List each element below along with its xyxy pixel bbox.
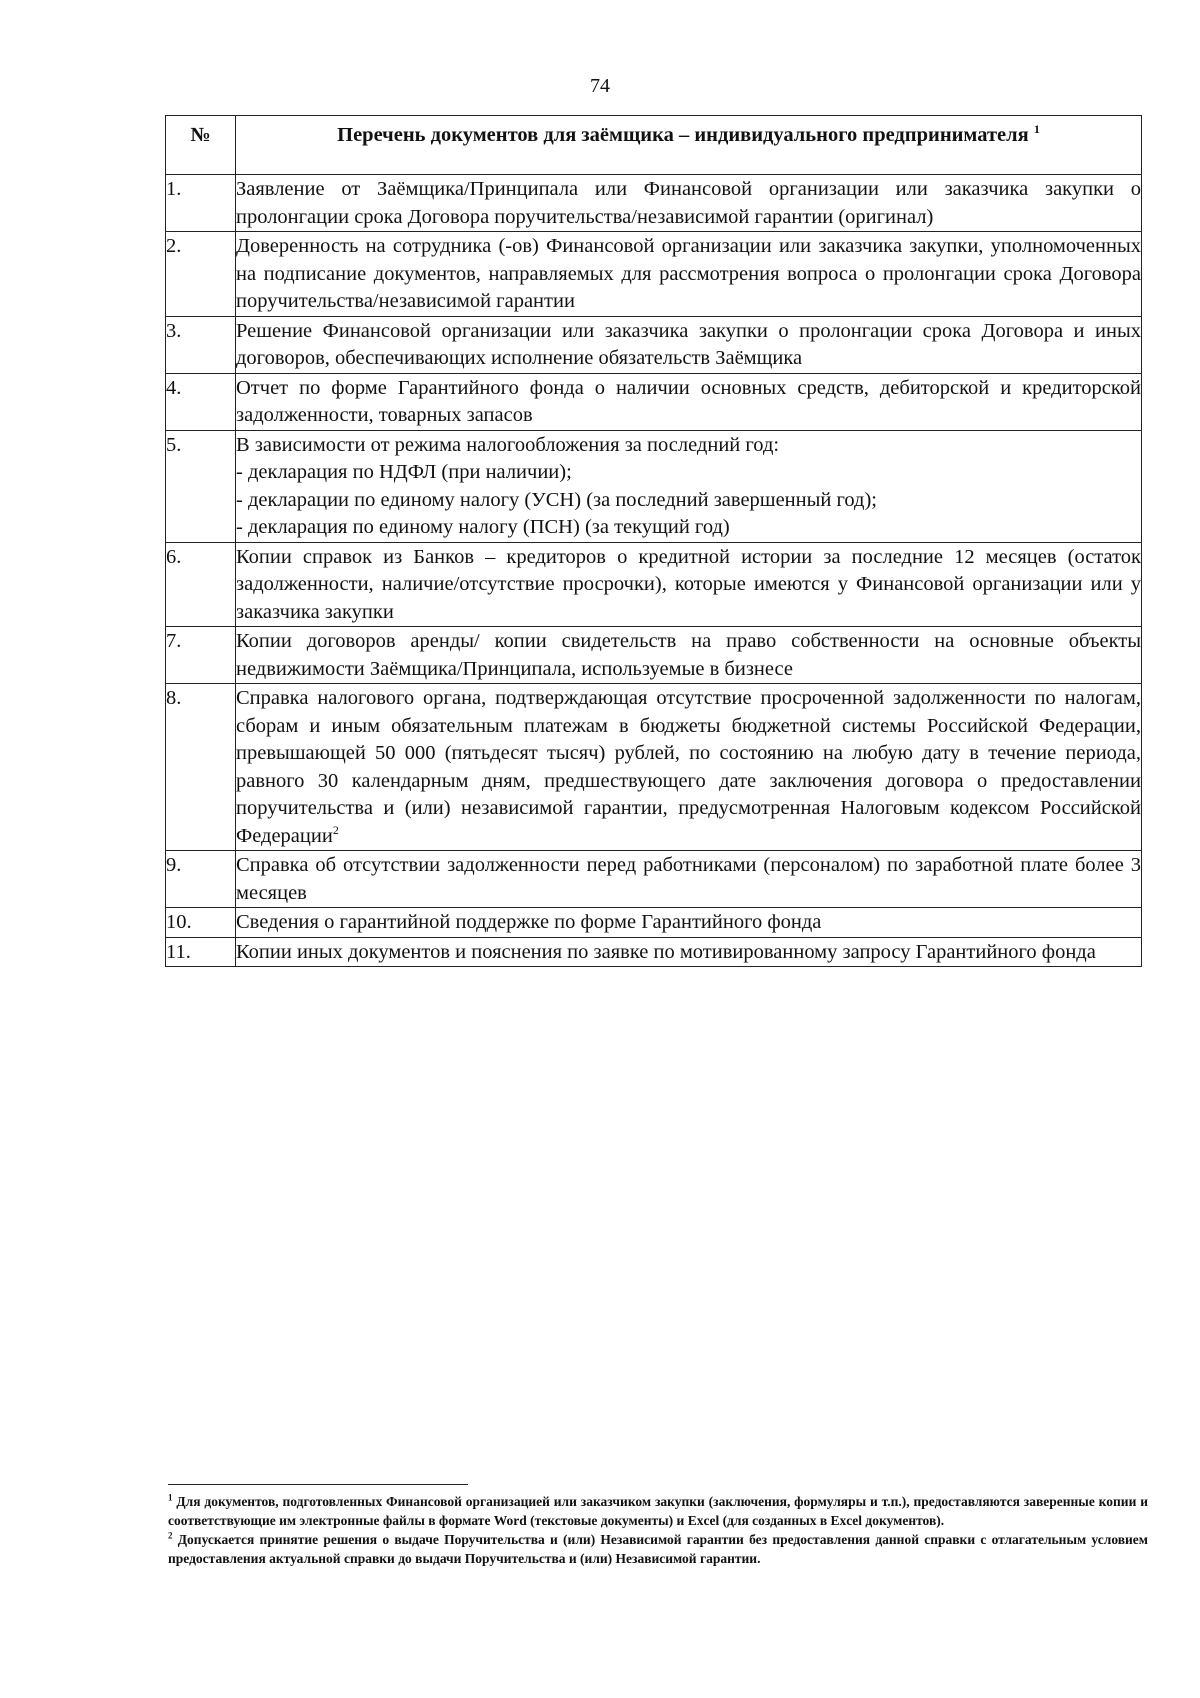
row-number: 8.	[166, 684, 236, 851]
row-number: 2.	[166, 232, 236, 317]
table-row	[166, 684, 1142, 851]
table-row	[166, 373, 1142, 430]
row-line: - декларация по единому налогу (ПСН) (за текущий год)	[236, 516, 730, 538]
table-row	[166, 316, 1142, 373]
table-title: Перечень документов для заёмщика – индивидуального предпринимателя	[337, 124, 1029, 146]
row-text: Справка налогового органа, подтверждающая отсутствие просроченной задолженности по налогам, сборам и иным обязательным платежам в бюджеты бюджетной системы Российской Федерации, превышающей 50 000 (пятьдесят тысяч) рублей, по состоянию на любую дату в течение периода, равного 30 календарным дням, предшествующего дате заключения договора о предоставлении поручительства и (или) независимой гарантии, предусмотренная Налоговым кодексом Российской Федерации	[236, 687, 1141, 847]
row-text: Копии договоров аренды/ копии свидетельств на право собственности на основные объекты недвижимости Заёмщика/Принципала, используемые в бизнесе	[236, 627, 1142, 684]
row-number: 4.	[166, 373, 236, 430]
footnote	[168, 1492, 1148, 1530]
footnote-mark: 1	[168, 1492, 173, 1503]
row-number: 6.	[166, 542, 236, 627]
row-number: 11.	[166, 937, 236, 967]
row-line: В зависимости от режима налогообложения за последний год:	[236, 433, 780, 456]
row-text: Отчет по форме Гарантийного фонда о наличии основных средств, дебиторской и кредиторской задолженности, товарных запасов	[236, 373, 1142, 430]
row-number: 9.	[166, 851, 236, 908]
footnotes	[168, 1492, 1148, 1568]
row-number: 5.	[166, 430, 236, 542]
footnote-mark: 2	[168, 1530, 173, 1541]
row-number: 3.	[166, 316, 236, 373]
row-text: Доверенность на сотрудника (-ов) Финансовой организации или заказчика закупки, уполномоченных на подписание документов, направляемых для рассмотрения вопроса о пролонгации срока Договора поручительства/независимой гарантии	[236, 232, 1142, 317]
footnote-ref: 2	[332, 822, 339, 837]
row-text: Сведения о гарантийной поддержке по форме Гарантийного фонда	[236, 908, 1142, 938]
table-row	[166, 232, 1142, 317]
table-row	[166, 908, 1142, 938]
row-number: 7.	[166, 627, 236, 684]
row-text: Справка об отсутствии задолженности перед работниками (персоналом) по заработной плате более 3 месяцев	[236, 851, 1142, 908]
row-text-cell	[236, 684, 1142, 851]
table-row	[166, 175, 1142, 232]
row-text: Копии иных документов и пояснения по заявке по мотивированному запросу Гарантийного фонда	[236, 937, 1142, 967]
footnote-ref: 1	[1033, 122, 1040, 137]
row-number: 10.	[166, 908, 236, 938]
page-number: 74	[590, 75, 610, 97]
table-row	[166, 542, 1142, 627]
table-row	[166, 627, 1142, 684]
footnote	[168, 1530, 1148, 1568]
footnote-text: Для документов, подготовленных Финансовой организацией или заказчиком закупки (заключения, формуляры и т.п.), предоставляются заверенные копии и соответствующие им электронные файлы в формате Word (текстовые документы) и Excel (для созданных в Excel документов).	[168, 1494, 1148, 1528]
row-text: Копии справок из Банков – кредиторов о кредитной истории за последние 12 месяцев (остаток задолженности, наличие/отсутствие просрочки), которые имеются у Финансовой организации или у заказчика закупки	[236, 542, 1142, 627]
table-header-row	[166, 116, 1142, 175]
footnote-text: Допускается принятие решения о выдаче Поручительства и (или) Независимой гарантии без предоставления данной справки с отлагательным условием предоставления актуальной справки до выдачи Поручительства и (или) Независимой гарантии.	[168, 1532, 1148, 1566]
row-line: - декларации по единому налогу (УСН) (за последний завершенный год);	[236, 488, 878, 511]
documents-table	[165, 115, 1142, 967]
table-row	[166, 937, 1142, 967]
table-row	[166, 430, 1142, 542]
table-row	[166, 851, 1142, 908]
row-text: Решение Финансовой организации или заказчика закупки о пролонгации срока Договора и иных договоров, обеспечивающих исполнение обязательств Заёмщика	[236, 316, 1142, 373]
number-column-header: №	[166, 116, 236, 175]
documents-column-header	[236, 116, 1142, 175]
row-number: 1.	[166, 175, 236, 232]
row-line: - декларация по НДФЛ (при наличии);	[236, 461, 572, 483]
footnote-divider	[168, 1484, 468, 1485]
row-text: Заявление от Заёмщика/Принципала или Финансовой организации или заказчика закупки о пролонгации срока Договора поручительства/независимой гарантии (оригинал)	[236, 175, 1142, 232]
row-text	[236, 430, 1142, 542]
